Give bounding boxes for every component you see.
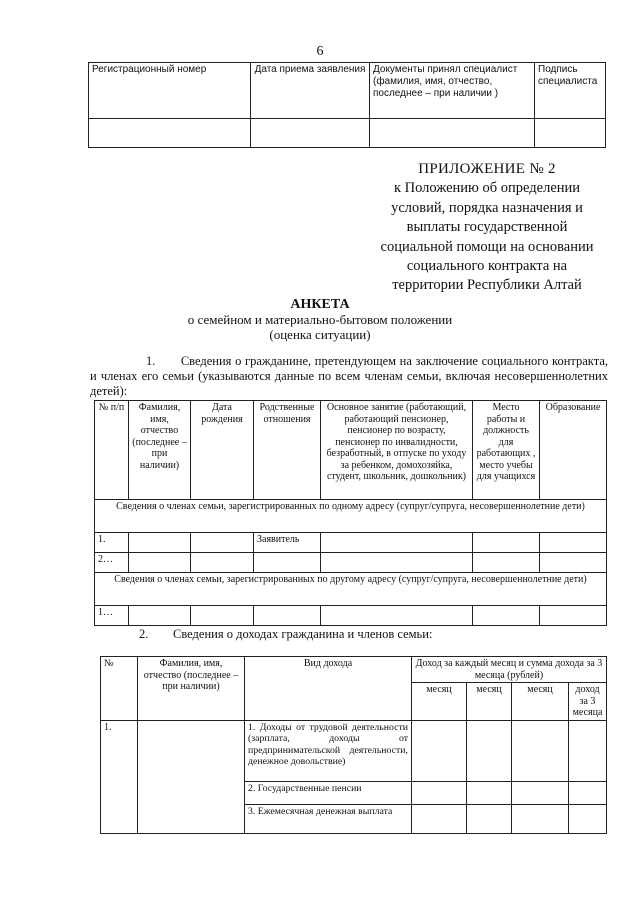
header-birth-date: Дата рождения — [191, 401, 254, 500]
cell-empty[interactable] — [540, 606, 607, 626]
cell-empty[interactable] — [138, 720, 245, 833]
header-full-name: Фамилия, имя, отчество (последнее – при наличии) — [138, 657, 245, 721]
header-application-date: Дата приема заявления — [251, 63, 370, 119]
cell-empty[interactable] — [569, 804, 607, 833]
cell-empty[interactable] — [370, 119, 535, 148]
cell-empty[interactable] — [321, 533, 473, 553]
cell-empty[interactable] — [569, 781, 607, 804]
appendix-line: территории Республики Алтай — [392, 277, 582, 294]
cell-empty[interactable] — [473, 606, 540, 626]
table-row — [95, 401, 607, 500]
appendix-line: социального контракта на — [406, 258, 568, 275]
header-workplace: Место работы и должность для работающих , место учебы для учащихся — [473, 401, 540, 500]
cell-empty[interactable] — [535, 119, 606, 148]
table-row — [89, 119, 606, 148]
header-signature: Подпись специалиста — [535, 63, 606, 119]
appendix-header — [362, 160, 612, 296]
appendix-line: к Положению об определении — [393, 180, 581, 197]
section-other-address: Сведения о членах семьи, зарегистрированных по другому адресу (супруг/супруга, несовершеннолетние дети) — [95, 573, 607, 606]
cell-empty[interactable] — [191, 553, 254, 573]
cell-empty[interactable] — [254, 553, 321, 573]
form-title-block — [0, 297, 640, 342]
form-title: АНКЕТА — [290, 297, 350, 312]
cell-empty[interactable] — [412, 720, 467, 781]
cell-empty[interactable] — [129, 606, 191, 626]
table-row — [95, 553, 607, 573]
table-row — [95, 500, 607, 533]
cell-empty[interactable] — [412, 781, 467, 804]
income-type-pension: 2. Государственные пенсии — [245, 781, 412, 804]
registration-table — [88, 62, 606, 148]
header-income-type: Вид дохода — [245, 657, 412, 721]
cell-empty[interactable] — [569, 720, 607, 781]
income-type-labor: 1. Доходы от трудовой деятельности (зарплата, доходы от предпринимательской деятельности, денежное довольствие) — [245, 720, 412, 781]
header-month-2: месяц — [467, 683, 512, 721]
section-1-intro — [90, 354, 608, 399]
row-number: 2… — [95, 553, 129, 573]
cell-empty[interactable] — [512, 720, 569, 781]
header-full-name: Фамилия, имя, отчество (последнее – при наличии) — [129, 401, 191, 500]
table-row — [101, 657, 607, 683]
header-month-1: месяц — [412, 683, 467, 721]
section-2-intro — [139, 627, 432, 642]
cell-empty[interactable] — [129, 553, 191, 573]
cell-empty[interactable] — [540, 533, 607, 553]
table-row — [95, 533, 607, 553]
cell-empty[interactable] — [321, 606, 473, 626]
income-type-monthly-payment: 3. Ежемесячная денежная выплата — [245, 804, 412, 833]
section-2-text: Сведения о доходах гражданина и членов семьи: — [173, 627, 433, 641]
row-number: 1. — [101, 720, 138, 833]
cell-empty[interactable] — [467, 720, 512, 781]
appendix-title: ПРИЛОЖЕНИЕ № 2 — [418, 161, 556, 177]
header-accepted-by: Документы принял специалист (фамилия, имя, отчество, последнее – при наличии ) — [370, 63, 535, 119]
table-row — [101, 720, 607, 781]
row-number: 1… — [95, 606, 129, 626]
header-relation: Родственные отношения — [254, 401, 321, 500]
section-1-number: 1. — [146, 354, 156, 368]
appendix-line: выплаты государственной — [406, 219, 568, 236]
header-month-3: месяц — [512, 683, 569, 721]
cell-relation-applicant: Заявитель — [254, 533, 321, 553]
appendix-line: социальной помощи на основании — [380, 238, 594, 255]
cell-empty[interactable] — [512, 804, 569, 833]
table-row — [95, 606, 607, 626]
header-total: доход за 3 месяца — [569, 683, 607, 721]
form-subtitle: о семейном и материально-бытовом положении — [187, 312, 453, 327]
header-occupation: Основное занятие (работающий, работающий пенсионер, пенсионер по возрасту, пенсионер по инвалидности, безработный, в отпуске по уходу за ребенком, домохозяйка, студент, школьник, дошкольник) — [321, 401, 473, 500]
income-table — [100, 656, 607, 834]
cell-empty[interactable] — [467, 804, 512, 833]
page-number: 6 — [316, 44, 324, 59]
cell-empty[interactable] — [467, 781, 512, 804]
cell-empty[interactable] — [254, 606, 321, 626]
table-row — [89, 63, 606, 119]
cell-empty[interactable] — [191, 533, 254, 553]
cell-empty[interactable] — [251, 119, 370, 148]
section-1-text: Сведения о гражданине, претендующем на заключение социального контракта, и членах его семьи (указываются данные по всем членам семьи, включая несовершеннолетних детей): — [90, 354, 608, 398]
cell-empty[interactable] — [321, 553, 473, 573]
appendix-line: условий, порядка назначения и — [391, 199, 583, 216]
section-2-number: 2. — [139, 627, 149, 641]
cell-empty[interactable] — [412, 804, 467, 833]
cell-empty[interactable] — [89, 119, 251, 148]
family-members-table — [94, 400, 607, 626]
cell-empty[interactable] — [473, 553, 540, 573]
header-number: № п/п — [95, 401, 129, 500]
cell-empty[interactable] — [191, 606, 254, 626]
header-education: Образование — [540, 401, 607, 500]
header-income-amount: Доход за каждый месяц и сумма дохода за 3 месяца (рублей) — [412, 657, 607, 683]
section-same-address: Сведения о членах семьи, зарегистрированных по одному адресу (супруг/супруга, несовершеннолетние дети) — [95, 500, 607, 533]
header-number: № — [101, 657, 138, 721]
row-number: 1. — [95, 533, 129, 553]
header-registration-number: Регистрационный номер — [89, 63, 251, 119]
cell-empty[interactable] — [473, 533, 540, 553]
table-row — [95, 573, 607, 606]
cell-empty[interactable] — [129, 533, 191, 553]
cell-empty[interactable] — [512, 781, 569, 804]
form-subtitle-note: (оценка ситуации) — [269, 327, 371, 342]
cell-empty[interactable] — [540, 553, 607, 573]
